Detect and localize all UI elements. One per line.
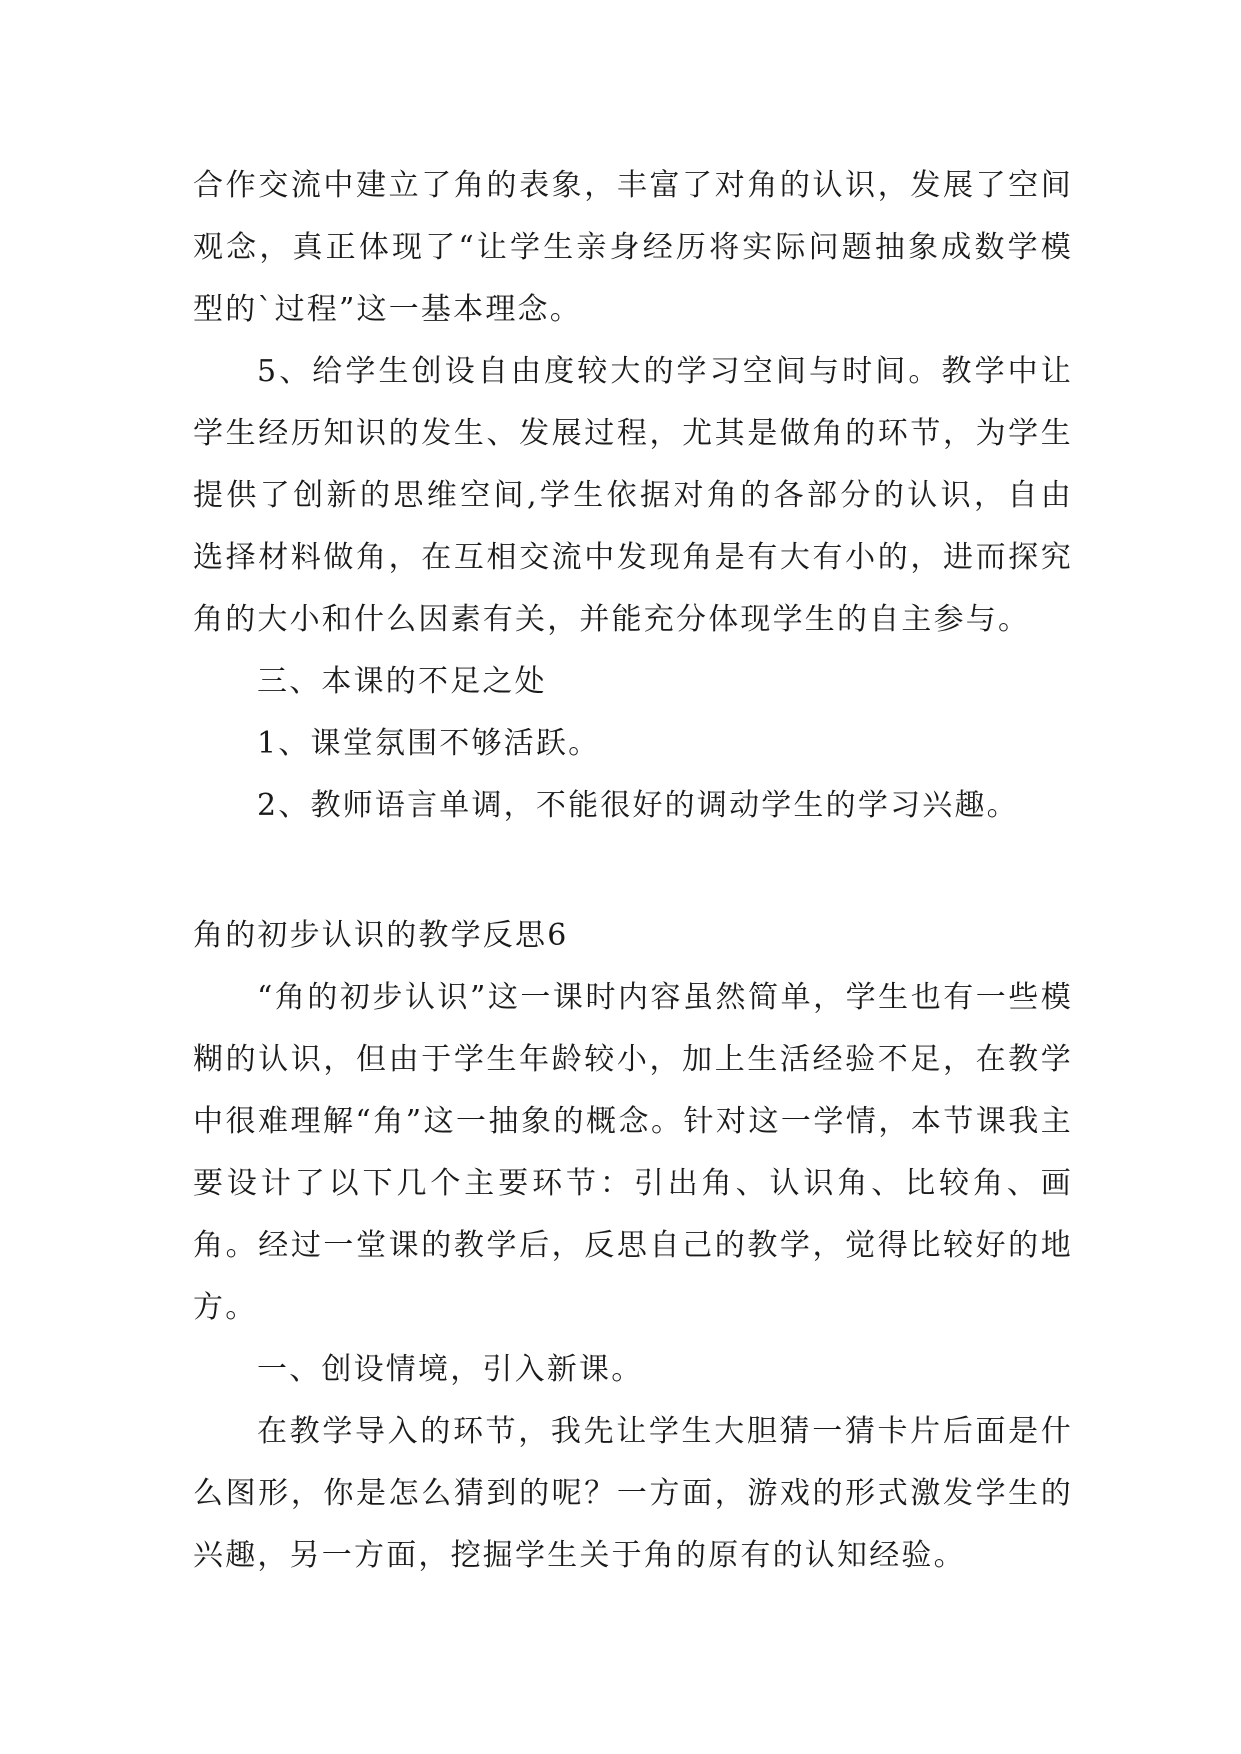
paragraph-lesson-import: 在教学导入的环节，我先让学生大胆猜一猜卡片后面是什么图形，你是怎么猜到的呢？一方面，游戏的形式激发学生的兴趣，另一方面，挖掘学生关于角的原有的认知经验。 [193,1414,1073,1573]
article-title: 角的初步认识的教学反思6 [193,918,569,953]
paragraph-learning-space: 5、给学生创设自由度较大的学习空间与时间。教学中让学生经历知识的发生、发展过程，尤其是做角的环节，为学生提供了创新的思维空间,学生依据对角的各部分的认识，自由选择材料做角，在互相交流中发现角是有大有小的，进而探究角的大小和什么因素有关，并能充分体现学生的自主参与。 [193,354,1073,637]
section-heading-scenario: 一、创设情境，引入新课。 [257,1352,644,1387]
paragraph-concept-summary: 合作交流中建立了角的表象，丰富了对角的认识，发展了空间观念，真正体现了“让学生亲身经历将实际问题抽象成数学模型的`过程”这一基本理念。 [193,168,1073,327]
reflection-section-5-continued [193,155,1073,837]
paragraph-intro: “角的初步认识”这一课时内容虽然简单，学生也有一些模糊的认识，但由于学生年龄较小，加上生活经验不足，在教学中很难理解“角”这一抽象的概念。针对这一学情，本节课我主要设计了以下几个主要环节：引出角、认识角、比较角、画角。经过一堂课的教学后，反思自己的教学，觉得比较好的地方。 [193,980,1073,1325]
section-heading-shortcomings: 三、本课的不足之处 [257,664,547,699]
reflection-article-6 [193,905,1073,1587]
shortcoming-item-1: 1、课堂氛围不够活跃。 [257,726,601,761]
shortcoming-item-2: 2、教师语言单调，不能很好的调动学生的学习兴趣。 [257,788,1019,823]
